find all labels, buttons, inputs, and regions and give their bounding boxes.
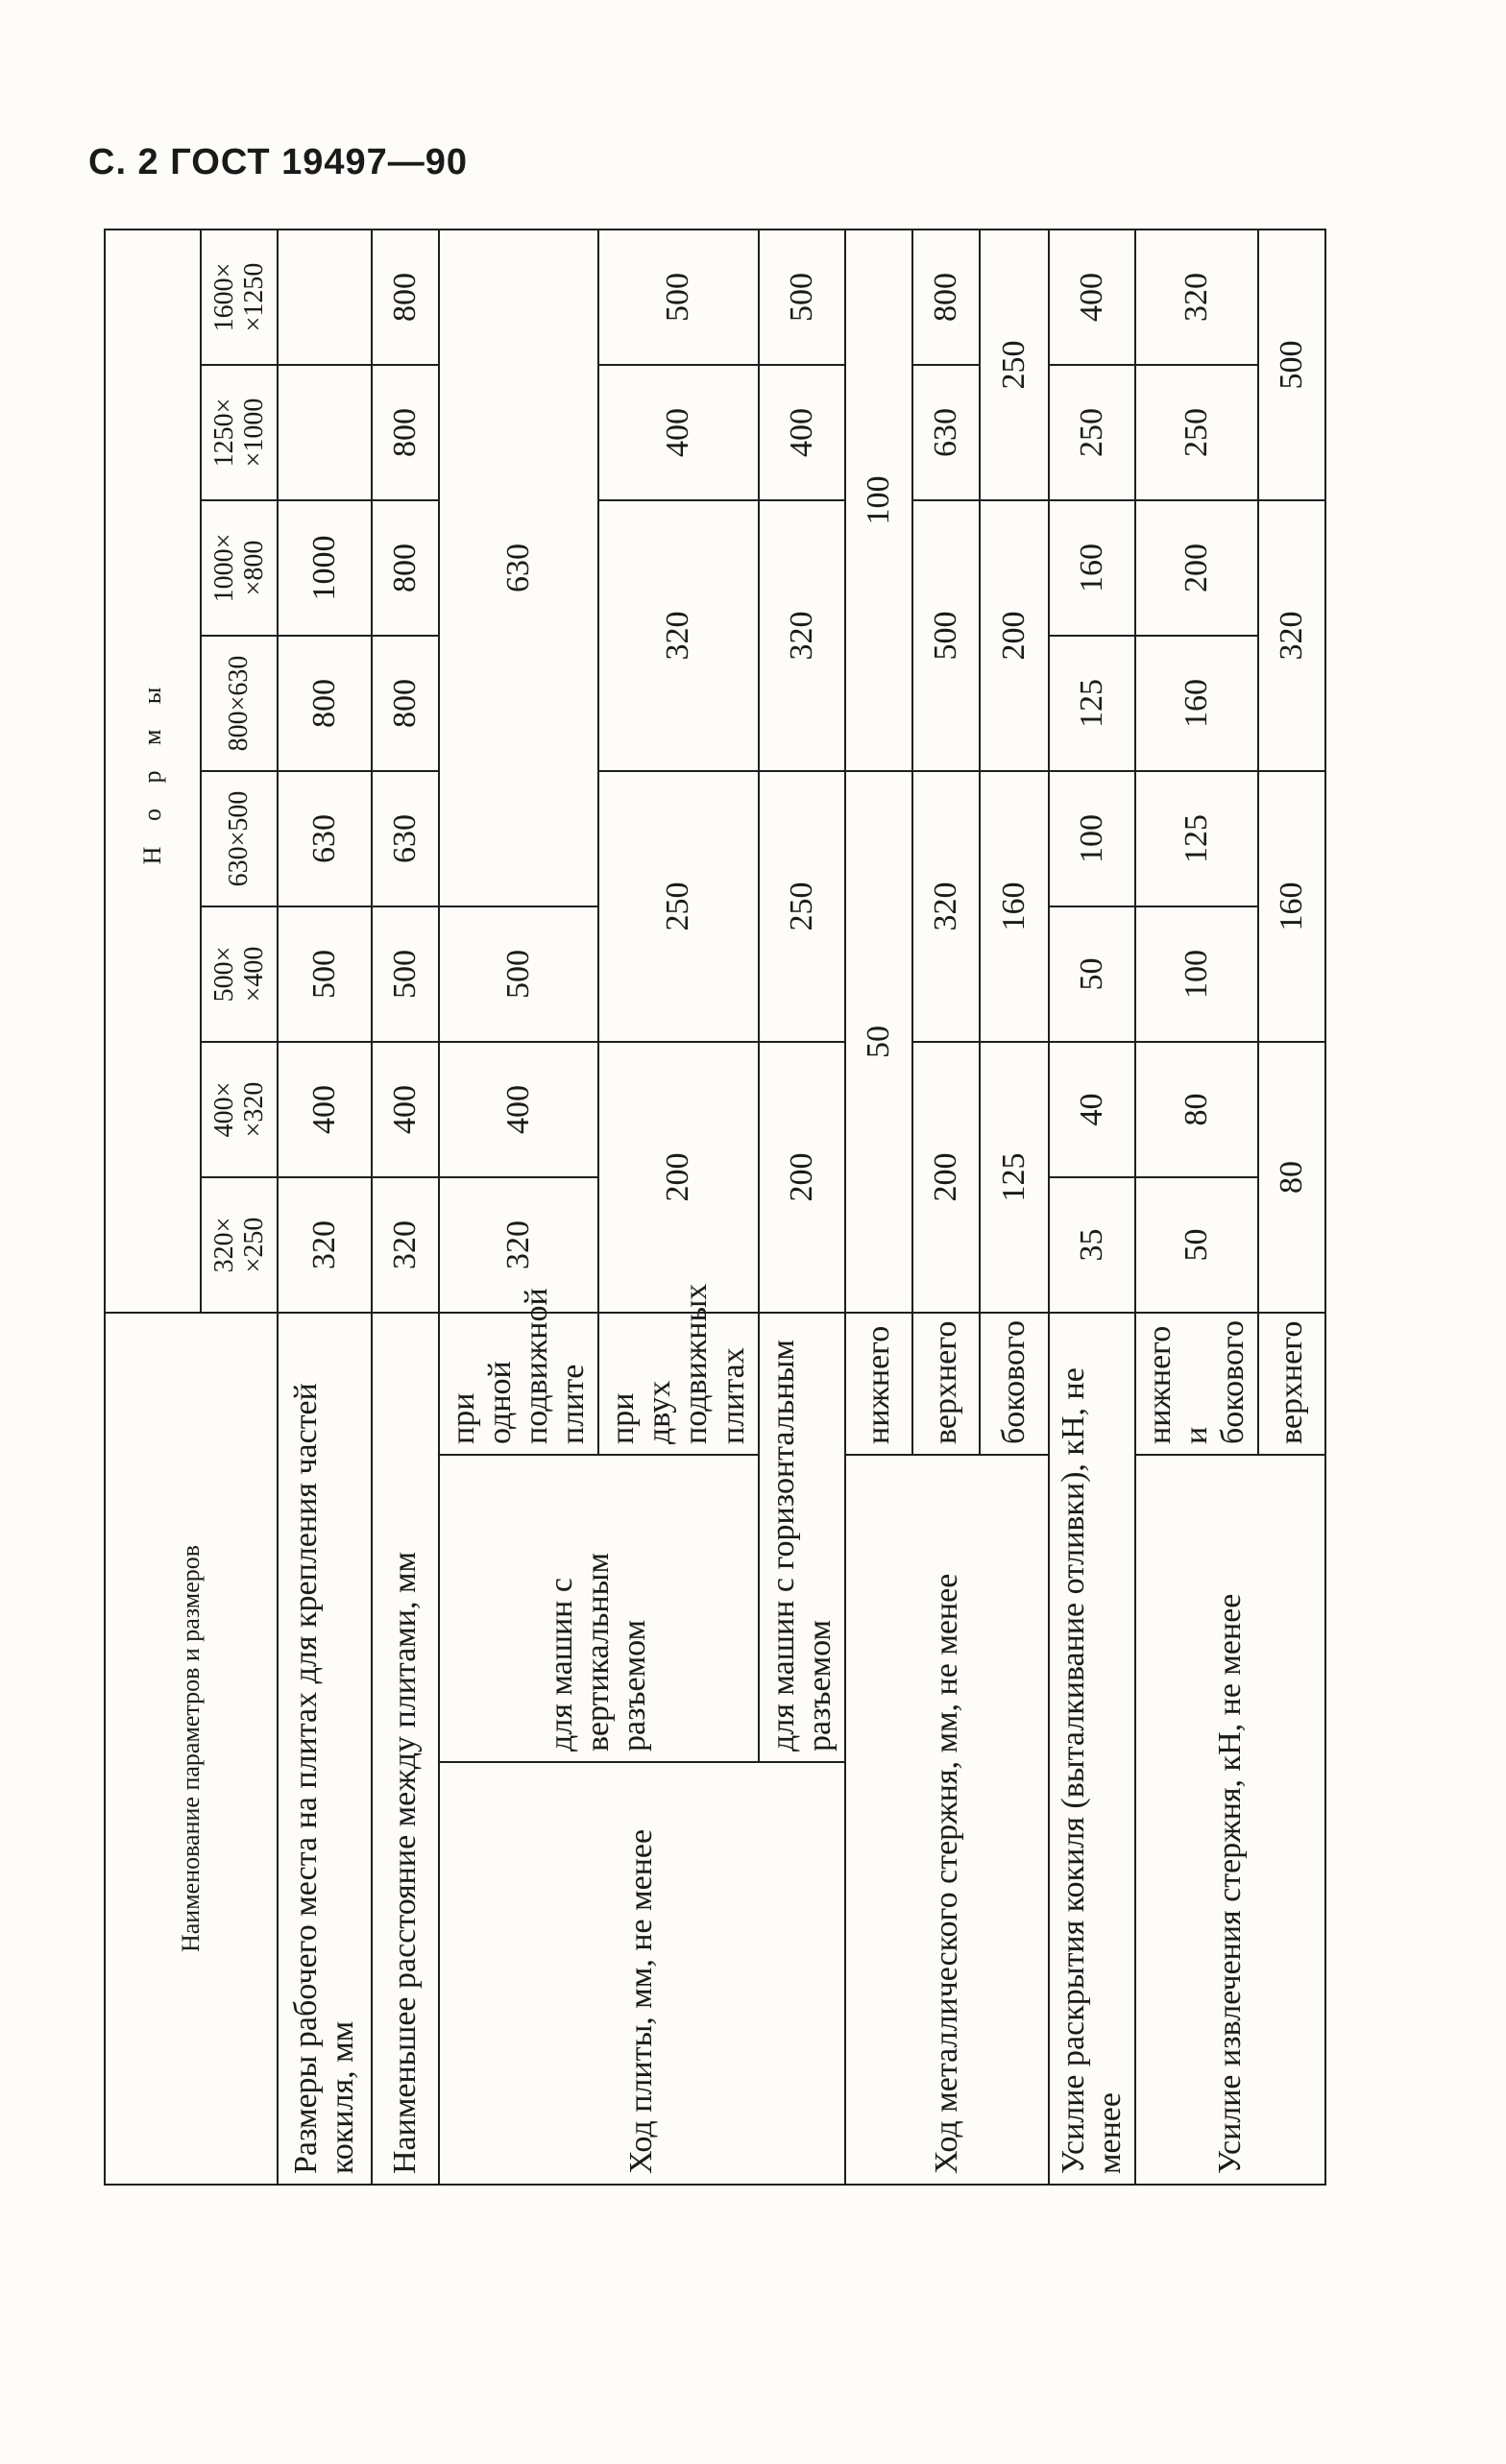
row-stroke-vertical-label: для машин с вертикальным разъемом: [439, 1455, 759, 1762]
row-rod-lower-label: нижнего: [845, 1313, 912, 1455]
page-header: С. 2 ГОСТ 19497—90: [88, 142, 469, 182]
row-stroke-horizontal-label: для машин с горизонтальным разъемом: [759, 1313, 845, 1762]
row-stroke-vertical-value: 200: [598, 1042, 758, 1313]
row-extraction-force-group-label: Усилие извлечения стержня, кН, не менее: [1135, 1455, 1325, 2185]
row-workplace-value: [278, 365, 372, 500]
size-header: 1600× ×1250: [201, 229, 278, 365]
header-norms: Н о р м ы: [105, 229, 201, 1313]
row-stroke-horizontal-value: 320: [759, 500, 845, 771]
row-rod-side-value: 200: [980, 500, 1049, 771]
row-extraction-upper-label: верхнего: [1258, 1313, 1325, 1455]
size-header: 320× ×250: [201, 1177, 278, 1313]
row-stroke-group-label: Ход плиты, мм, не менее: [439, 1762, 845, 2185]
row-extraction-upper-value: 320: [1258, 500, 1325, 771]
size-header: 800×630: [201, 636, 278, 771]
row-opening-force-value: 250: [1049, 365, 1135, 500]
row-rod-upper-label: верхнего: [912, 1313, 980, 1455]
row-extraction-upper-value: 80: [1258, 1042, 1325, 1313]
row-opening-force-value: 35: [1049, 1177, 1135, 1313]
row-distance-value: 800: [372, 636, 439, 771]
header-param-names: Наименование параметров и размеров: [105, 1313, 278, 2185]
row-rod-side-label: бокового: [980, 1313, 1049, 1455]
row-extraction-lower-side-value: 125: [1135, 771, 1258, 906]
row-workplace-value: 1000: [278, 500, 372, 636]
row-distance-value: 800: [372, 229, 439, 365]
row-stroke-two-plates-label: при двух подвижных плитах: [598, 1313, 758, 1455]
row-extraction-lower-side-value: 160: [1135, 636, 1258, 771]
row-rod-lower-value: 100: [845, 229, 912, 771]
row-extraction-lower-side-label: нижнего и бокового: [1135, 1313, 1258, 1455]
row-stroke-horizontal-value: 500: [759, 229, 845, 365]
row-distance-value: 630: [372, 771, 439, 906]
row-rod-side-value: 160: [980, 771, 1049, 1042]
row-distance-value: 500: [372, 906, 439, 1042]
row-rod-lower-value: 50: [845, 771, 912, 1313]
row-opening-force-value: 160: [1049, 500, 1135, 636]
row-workplace-label: Размеры рабочего места на плитах для крепления частей кокиля, мм: [278, 1313, 372, 2185]
row-rod-upper-value: 320: [912, 771, 980, 1042]
row-extraction-lower-side-value: 80: [1135, 1042, 1258, 1177]
row-stroke-horizontal-value: 200: [759, 1042, 845, 1313]
row-stroke-one-plate-value: 630: [439, 229, 598, 906]
row-rod-upper-value: 800: [912, 229, 980, 365]
row-workplace-value: 630: [278, 771, 372, 906]
row-distance-value: 400: [372, 1042, 439, 1177]
norms-table: [104, 229, 1326, 2186]
row-extraction-upper-value: 160: [1258, 771, 1325, 1042]
row-stroke-one-plate-value: 400: [439, 1042, 598, 1177]
row-extraction-lower-side-value: 250: [1135, 365, 1258, 500]
size-header: 500× ×400: [201, 906, 278, 1042]
row-stroke-vertical-value: 320: [598, 500, 758, 771]
row-workplace-value: 500: [278, 906, 372, 1042]
row-distance-value: 320: [372, 1177, 439, 1313]
row-stroke-one-plate-value: 320: [439, 1177, 598, 1313]
row-rod-side-value: 125: [980, 1042, 1049, 1313]
row-stroke-horizontal-value: 400: [759, 365, 845, 500]
row-opening-force-value: 50: [1049, 906, 1135, 1042]
size-header: 630×500: [201, 771, 278, 906]
row-distance-value: 800: [372, 500, 439, 636]
size-header: 400× ×320: [201, 1042, 278, 1177]
row-extraction-lower-side-value: 200: [1135, 500, 1258, 636]
row-stroke-vertical-value: 250: [598, 771, 758, 1042]
row-extraction-lower-side-value: 50: [1135, 1177, 1258, 1313]
row-rod-upper-value: 500: [912, 500, 980, 771]
row-rod-side-value: 250: [980, 229, 1049, 500]
row-opening-force-value: 40: [1049, 1042, 1135, 1177]
row-stroke-one-plate-label: при одной подвижной плите: [439, 1313, 598, 1455]
row-opening-force-label: Усилие раскрытия кокиля (выталкивание отливки), кН, не менее: [1049, 1313, 1135, 2185]
row-stroke-horizontal-value: 250: [759, 771, 845, 1042]
row-workplace-value: 400: [278, 1042, 372, 1177]
row-distance-label: Наименьшее расстояние между плитами, мм: [372, 1313, 439, 2185]
row-workplace-value: 800: [278, 636, 372, 771]
rotated-table-container: [104, 230, 1324, 2186]
size-header: 1000× ×800: [201, 500, 278, 636]
row-opening-force-value: 100: [1049, 771, 1135, 906]
row-opening-force-value: 125: [1049, 636, 1135, 771]
row-opening-force-value: 400: [1049, 229, 1135, 365]
row-rod-upper-value: 200: [912, 1042, 980, 1313]
row-extraction-lower-side-value: 320: [1135, 229, 1258, 365]
row-stroke-vertical-value: 400: [598, 365, 758, 500]
row-extraction-upper-value: 500: [1258, 229, 1325, 500]
row-workplace-value: [278, 229, 372, 365]
row-stroke-one-plate-value: 500: [439, 906, 598, 1042]
row-extraction-lower-side-value: 100: [1135, 906, 1258, 1042]
row-workplace-value: 320: [278, 1177, 372, 1313]
row-stroke-vertical-value: 500: [598, 229, 758, 365]
row-distance-value: 800: [372, 365, 439, 500]
row-rod-stroke-group-label: Ход металлического стержня, мм, не менее: [845, 1455, 1049, 2185]
row-rod-upper-value: 630: [912, 365, 980, 500]
size-header: 1250× ×1000: [201, 365, 278, 500]
